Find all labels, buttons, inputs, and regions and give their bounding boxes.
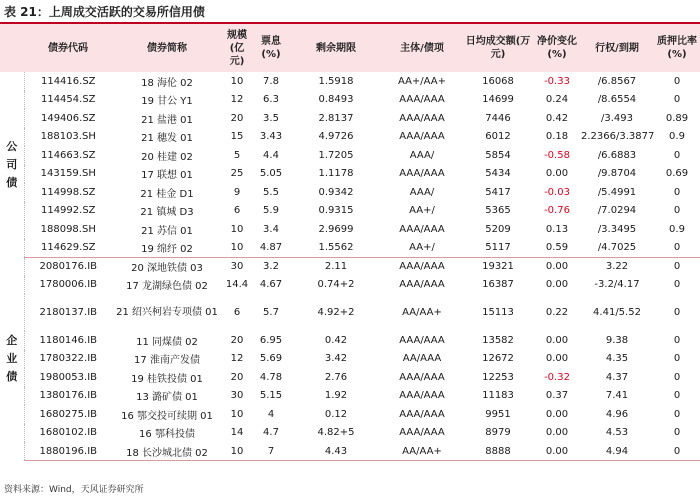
cell-name: 18 海伦 02 bbox=[141, 77, 193, 89]
header-row bbox=[0, 24, 700, 72]
table-row bbox=[0, 294, 700, 331]
header-pledge: 质押比率(%) bbox=[654, 24, 700, 72]
cell-change: 0.13 bbox=[545, 223, 569, 235]
cell-coupon: 4.67 bbox=[259, 279, 283, 291]
cell-size: 10 bbox=[230, 75, 244, 87]
cell-option: 4.35 bbox=[605, 353, 629, 365]
cell-rating: AA+/AA+ bbox=[397, 75, 447, 87]
cell-rating: AAA/AAA bbox=[399, 168, 445, 180]
table-row bbox=[0, 387, 700, 406]
bond-table bbox=[0, 24, 700, 461]
cell-name: 21 盐港 01 bbox=[141, 114, 193, 126]
cell-term: 1.7205 bbox=[318, 149, 354, 161]
cell-coupon: 5.7 bbox=[263, 307, 279, 318]
cell-pledge: 0 bbox=[654, 442, 700, 461]
cell-pledge: 0 bbox=[673, 371, 681, 383]
cell-size: 20 bbox=[230, 112, 244, 124]
cell-name: 20 深地铁债 03 bbox=[131, 263, 203, 274]
cell-term: 2.76 bbox=[324, 371, 348, 383]
cell-change: 0.00 bbox=[545, 261, 569, 272]
cell-volume: 5117 bbox=[462, 239, 534, 258]
cell-code: 188103.SH bbox=[40, 131, 96, 143]
cell-size: 5 bbox=[233, 149, 241, 161]
cell-option: /5.4991 bbox=[597, 186, 637, 198]
cell-volume: 12672 bbox=[482, 353, 514, 365]
cell-rating: AA/AA+ bbox=[382, 442, 462, 461]
cell-code: 114663.SZ bbox=[40, 149, 96, 161]
cell-code: 2080176.IB bbox=[39, 261, 98, 272]
cell-code: 1780322.IB bbox=[39, 353, 98, 365]
cell-pledge: 0 bbox=[673, 334, 681, 346]
cell-change: -0.03 bbox=[544, 186, 570, 198]
cell-coupon: 6.3 bbox=[263, 94, 279, 106]
cell-code: 1180146.IB bbox=[39, 334, 98, 346]
cell-term: 0.9342 bbox=[318, 186, 354, 198]
cell-change: 0.00 bbox=[545, 334, 569, 346]
cell-term: 2.11 bbox=[324, 261, 348, 272]
cell-pledge: 0 bbox=[673, 427, 681, 439]
cell-rating: AAA/AAA bbox=[399, 112, 445, 124]
cell-option: 3.22 bbox=[605, 261, 629, 272]
cell-option: /8.6554 bbox=[597, 94, 637, 106]
cell-term: 1.5562 bbox=[290, 239, 382, 258]
cell-rating: AA/AA+ bbox=[402, 307, 442, 318]
cell-option: 9.38 bbox=[605, 334, 629, 346]
table-row bbox=[0, 109, 700, 128]
cell-change: 0.00 bbox=[534, 442, 580, 461]
cell-size: 9 bbox=[233, 186, 241, 198]
cell-size: 6 bbox=[233, 307, 241, 318]
header-change: 净价变化(%) bbox=[534, 24, 580, 72]
cell-change: -0.32 bbox=[544, 371, 570, 383]
table-row bbox=[0, 331, 700, 350]
cell-code: 143159.SH bbox=[40, 168, 96, 180]
cell-name: 17 联想 01 bbox=[141, 170, 193, 182]
cell-name: 16 鄂交投可续期 01 bbox=[121, 410, 213, 422]
cell-option: 4.53 bbox=[605, 427, 629, 439]
cell-change: -0.33 bbox=[544, 75, 570, 87]
cell-pledge: 0.9 bbox=[669, 223, 685, 235]
cell-name: 21 苏信 01 bbox=[141, 225, 193, 237]
table-row bbox=[0, 276, 700, 295]
cell-rating: AAA/AAA bbox=[399, 279, 445, 291]
cell-size: 30 bbox=[230, 261, 244, 272]
cell-volume: 12253 bbox=[482, 371, 514, 383]
cell-rating: AAA/AAA bbox=[399, 390, 445, 402]
cell-code: 1680102.IB bbox=[39, 427, 98, 439]
cell-volume: 11183 bbox=[482, 390, 514, 402]
cell-volume: 8979 bbox=[485, 427, 511, 439]
header-code: 债券代码 bbox=[24, 24, 112, 72]
cell-volume: 6012 bbox=[485, 131, 511, 143]
cell-volume: 15113 bbox=[482, 307, 514, 318]
table-row bbox=[0, 91, 700, 110]
cell-coupon: 5.15 bbox=[259, 390, 283, 402]
cell-option: 4.96 bbox=[605, 408, 629, 420]
cell-option: 4.37 bbox=[605, 371, 629, 383]
cell-rating: AAA/AAA bbox=[399, 334, 445, 346]
header-term: 剩余期限 bbox=[290, 24, 382, 72]
cell-size: 10 bbox=[230, 223, 244, 235]
cell-option: 4.94 bbox=[580, 442, 654, 461]
header-name: 债券简称 bbox=[112, 24, 222, 72]
cell-name: 17 龙湖绿色债 02 bbox=[126, 281, 208, 293]
cell-volume: 5854 bbox=[485, 149, 511, 161]
cell-size: 10 bbox=[222, 442, 252, 461]
cell-coupon: 5.69 bbox=[259, 353, 283, 365]
cell-pledge: 0 bbox=[673, 390, 681, 402]
cell-change: 0.18 bbox=[545, 131, 569, 143]
cell-size: 15 bbox=[230, 131, 244, 143]
cell-pledge: 0 bbox=[673, 186, 681, 198]
cell-term: 0.74+2 bbox=[317, 279, 355, 291]
cell-rating: AAA/AAA bbox=[399, 131, 445, 143]
cell-size: 10 bbox=[222, 239, 252, 258]
cell-name: 20 桂建 02 bbox=[141, 151, 193, 163]
cell-pledge: 0 bbox=[673, 261, 681, 272]
cell-size: 12 bbox=[230, 94, 244, 106]
cell-term: 2.8137 bbox=[318, 112, 354, 124]
cell-pledge: 0 bbox=[654, 239, 700, 258]
cell-coupon: 7.8 bbox=[263, 75, 279, 87]
cell-volume: 9951 bbox=[485, 408, 511, 420]
cell-code: 2180137.IB bbox=[39, 307, 98, 318]
cell-rating: AA+/ bbox=[409, 205, 435, 217]
cell-term: 0.8493 bbox=[318, 94, 354, 106]
cell-option: /3.3495 bbox=[597, 223, 637, 235]
cell-pledge: 0 bbox=[673, 353, 681, 365]
cell-volume: 8888 bbox=[462, 442, 534, 461]
table-row bbox=[0, 405, 700, 424]
cell-term: 4.43 bbox=[290, 442, 382, 461]
cell-volume: 5365 bbox=[485, 205, 511, 217]
cell-coupon: 5.9 bbox=[263, 205, 279, 217]
table-row bbox=[0, 442, 700, 461]
cell-volume: 19321 bbox=[482, 261, 514, 272]
table-row bbox=[0, 368, 700, 387]
cell-coupon: 3.43 bbox=[259, 131, 283, 143]
cell-size: 10 bbox=[230, 408, 244, 420]
cell-name: 21 穗发 01 bbox=[141, 133, 193, 145]
cell-name: 18 长沙城北债 02 bbox=[112, 442, 222, 461]
table-row bbox=[0, 220, 700, 239]
cell-option: /7.0294 bbox=[597, 205, 637, 217]
cell-rating: AAA/AAA bbox=[399, 94, 445, 106]
table-body bbox=[0, 72, 700, 461]
cell-pledge: 0.89 bbox=[665, 112, 689, 124]
cell-coupon: 4 bbox=[267, 408, 275, 420]
cell-term: 0.9315 bbox=[318, 205, 354, 217]
cell-pledge: 0 bbox=[673, 75, 681, 87]
cell-term: 4.82+5 bbox=[317, 427, 355, 439]
cell-change: 0.00 bbox=[545, 353, 569, 365]
cell-code: 114454.SZ bbox=[40, 94, 96, 106]
cell-option: -3.2/4.17 bbox=[594, 279, 640, 291]
cell-size: 20 bbox=[230, 371, 244, 383]
cell-option: 4.41/5.52 bbox=[593, 307, 641, 318]
cell-term: 4.92+2 bbox=[317, 307, 355, 318]
cell-term: 1.92 bbox=[324, 390, 348, 402]
cell-code: 1780006.IB bbox=[39, 279, 98, 291]
cell-code: 114416.SZ bbox=[40, 75, 96, 87]
cell-name: 13 潞矿债 01 bbox=[136, 392, 198, 404]
cell-rating: AAA/AAA bbox=[399, 261, 445, 272]
cell-code: 1880196.IB bbox=[24, 442, 112, 461]
cell-code: 114998.SZ bbox=[40, 186, 96, 198]
header-category bbox=[0, 24, 24, 72]
cell-term: 4.9726 bbox=[318, 131, 354, 143]
cell-rating: AA/AAA bbox=[402, 353, 442, 365]
cell-change: 0.00 bbox=[545, 408, 569, 420]
cell-coupon: 5.5 bbox=[263, 186, 279, 198]
cell-rating: AAA/AAA bbox=[399, 427, 445, 439]
table-row bbox=[0, 128, 700, 147]
cell-coupon: 3.5 bbox=[263, 112, 279, 124]
header-volume: 日均成交额(万元) bbox=[462, 24, 534, 72]
cell-volume: 5209 bbox=[485, 223, 511, 235]
cell-size: 12 bbox=[230, 353, 244, 365]
cell-name: 17 淮南产发债 bbox=[134, 355, 200, 367]
cell-code: 149406.SZ bbox=[40, 112, 96, 124]
cell-size: 6 bbox=[233, 205, 241, 217]
cell-coupon: 5.05 bbox=[259, 168, 283, 180]
cell-volume: 16068 bbox=[482, 75, 514, 87]
cell-name: 11 同煤债 02 bbox=[136, 336, 198, 348]
cell-change: 0.37 bbox=[545, 390, 569, 402]
table-row bbox=[0, 146, 700, 165]
cell-size: 14.4 bbox=[225, 279, 249, 291]
header-coupon: 票息(%) bbox=[252, 24, 290, 72]
table-row bbox=[0, 183, 700, 202]
cell-volume: 13582 bbox=[482, 334, 514, 346]
header-option: 行权/到期 bbox=[580, 24, 654, 72]
cell-name: 19 甘公 Y1 bbox=[141, 96, 193, 108]
cell-change: 0.24 bbox=[545, 94, 569, 106]
cell-name: 19 绵纾 02 bbox=[112, 239, 222, 258]
cell-name: 21 桂金 D1 bbox=[140, 188, 194, 200]
cell-term: 1.5918 bbox=[318, 75, 354, 87]
cell-code: 114629.SZ bbox=[24, 239, 112, 258]
cell-change: 0.00 bbox=[545, 168, 569, 180]
cell-term: 2.9699 bbox=[318, 223, 354, 235]
group-label-text: 公 司 债 bbox=[6, 140, 18, 189]
cell-change: 0.00 bbox=[545, 427, 569, 439]
cell-volume: 7446 bbox=[485, 112, 511, 124]
cell-rating: AA+/ bbox=[382, 239, 462, 258]
cell-option: /6.6883 bbox=[597, 149, 637, 161]
group-label bbox=[0, 257, 24, 461]
table-row bbox=[0, 257, 700, 276]
cell-change: 0.22 bbox=[545, 307, 569, 318]
cell-coupon: 3.2 bbox=[263, 261, 279, 272]
cell-option: 2.2366/3.3877 bbox=[581, 131, 654, 143]
cell-name: 21 绍兴柯岩专项债 01 bbox=[116, 307, 218, 318]
cell-pledge: 0.9 bbox=[669, 131, 685, 143]
cell-code: 114992.SZ bbox=[40, 205, 96, 217]
cell-term: 0.12 bbox=[324, 408, 348, 420]
cell-rating: AAA/ bbox=[409, 149, 435, 161]
group-label bbox=[0, 72, 24, 257]
cell-size: 25 bbox=[230, 168, 244, 180]
table-row bbox=[0, 350, 700, 369]
cell-name: 21 镇城 D3 bbox=[140, 207, 194, 219]
cell-pledge: 0 bbox=[673, 307, 681, 318]
cell-size: 30 bbox=[230, 390, 244, 402]
cell-coupon: 7 bbox=[252, 442, 290, 461]
cell-coupon: 4.4 bbox=[263, 149, 279, 161]
cell-coupon: 4.87 bbox=[252, 239, 290, 258]
cell-volume: 5434 bbox=[485, 168, 511, 180]
table-title: 表 21：上周成交活跃的交易所信用债 bbox=[4, 4, 205, 19]
cell-option: /6.8567 bbox=[597, 75, 637, 87]
cell-size: 14 bbox=[230, 427, 244, 439]
cell-change: 0.59 bbox=[534, 239, 580, 258]
cell-pledge: 0.69 bbox=[665, 168, 689, 180]
cell-option: 7.41 bbox=[605, 390, 629, 402]
cell-name: 19 桂铁投债 01 bbox=[131, 373, 203, 385]
cell-pledge: 0 bbox=[673, 94, 681, 106]
cell-coupon: 3.4 bbox=[263, 223, 279, 235]
table-row bbox=[0, 165, 700, 184]
cell-code: 188098.SH bbox=[40, 223, 96, 235]
cell-option: /4.7025 bbox=[580, 239, 654, 258]
cell-rating: AAA/ bbox=[409, 186, 435, 198]
cell-rating: AAA/AAA bbox=[399, 223, 445, 235]
header-rating: 主体/债项 bbox=[382, 24, 462, 72]
cell-code: 1680275.IB bbox=[39, 408, 98, 420]
cell-pledge: 0 bbox=[673, 205, 681, 217]
cell-volume: 16387 bbox=[482, 279, 514, 291]
cell-coupon: 4.78 bbox=[259, 371, 283, 383]
cell-term: 0.42 bbox=[324, 334, 348, 346]
cell-option: /9.8704 bbox=[597, 168, 637, 180]
cell-coupon: 6.95 bbox=[259, 334, 283, 346]
cell-rating: AAA/AAA bbox=[399, 371, 445, 383]
cell-volume: 14699 bbox=[482, 94, 514, 106]
cell-change: -0.76 bbox=[544, 205, 570, 217]
table-row bbox=[0, 72, 700, 91]
source-note: 资料来源：Wind，天风证券研究所 bbox=[4, 485, 144, 495]
table-row bbox=[0, 424, 700, 443]
cell-coupon: 4.7 bbox=[263, 427, 279, 439]
cell-pledge: 0 bbox=[673, 279, 681, 291]
table-row bbox=[0, 239, 700, 258]
cell-name: 16 鄂科投债 bbox=[139, 429, 195, 441]
cell-term: 1.1178 bbox=[318, 168, 354, 180]
cell-option: /3.493 bbox=[601, 112, 633, 124]
cell-code: 1380176.IB bbox=[39, 390, 98, 402]
cell-rating: AAA/AAA bbox=[399, 408, 445, 420]
cell-pledge: 0 bbox=[673, 408, 681, 420]
cell-size: 20 bbox=[230, 334, 244, 346]
table-row bbox=[0, 202, 700, 221]
cell-change: 0.42 bbox=[545, 112, 569, 124]
cell-term: 3.42 bbox=[324, 353, 348, 365]
cell-change: -0.58 bbox=[544, 149, 570, 161]
header-size: 规模(亿元) bbox=[222, 24, 252, 72]
cell-change: 0.00 bbox=[545, 279, 569, 291]
group-label-text: 企 业 债 bbox=[6, 334, 18, 384]
cell-volume: 5417 bbox=[485, 186, 511, 198]
cell-pledge: 0 bbox=[673, 149, 681, 161]
cell-code: 1980053.IB bbox=[39, 371, 98, 383]
